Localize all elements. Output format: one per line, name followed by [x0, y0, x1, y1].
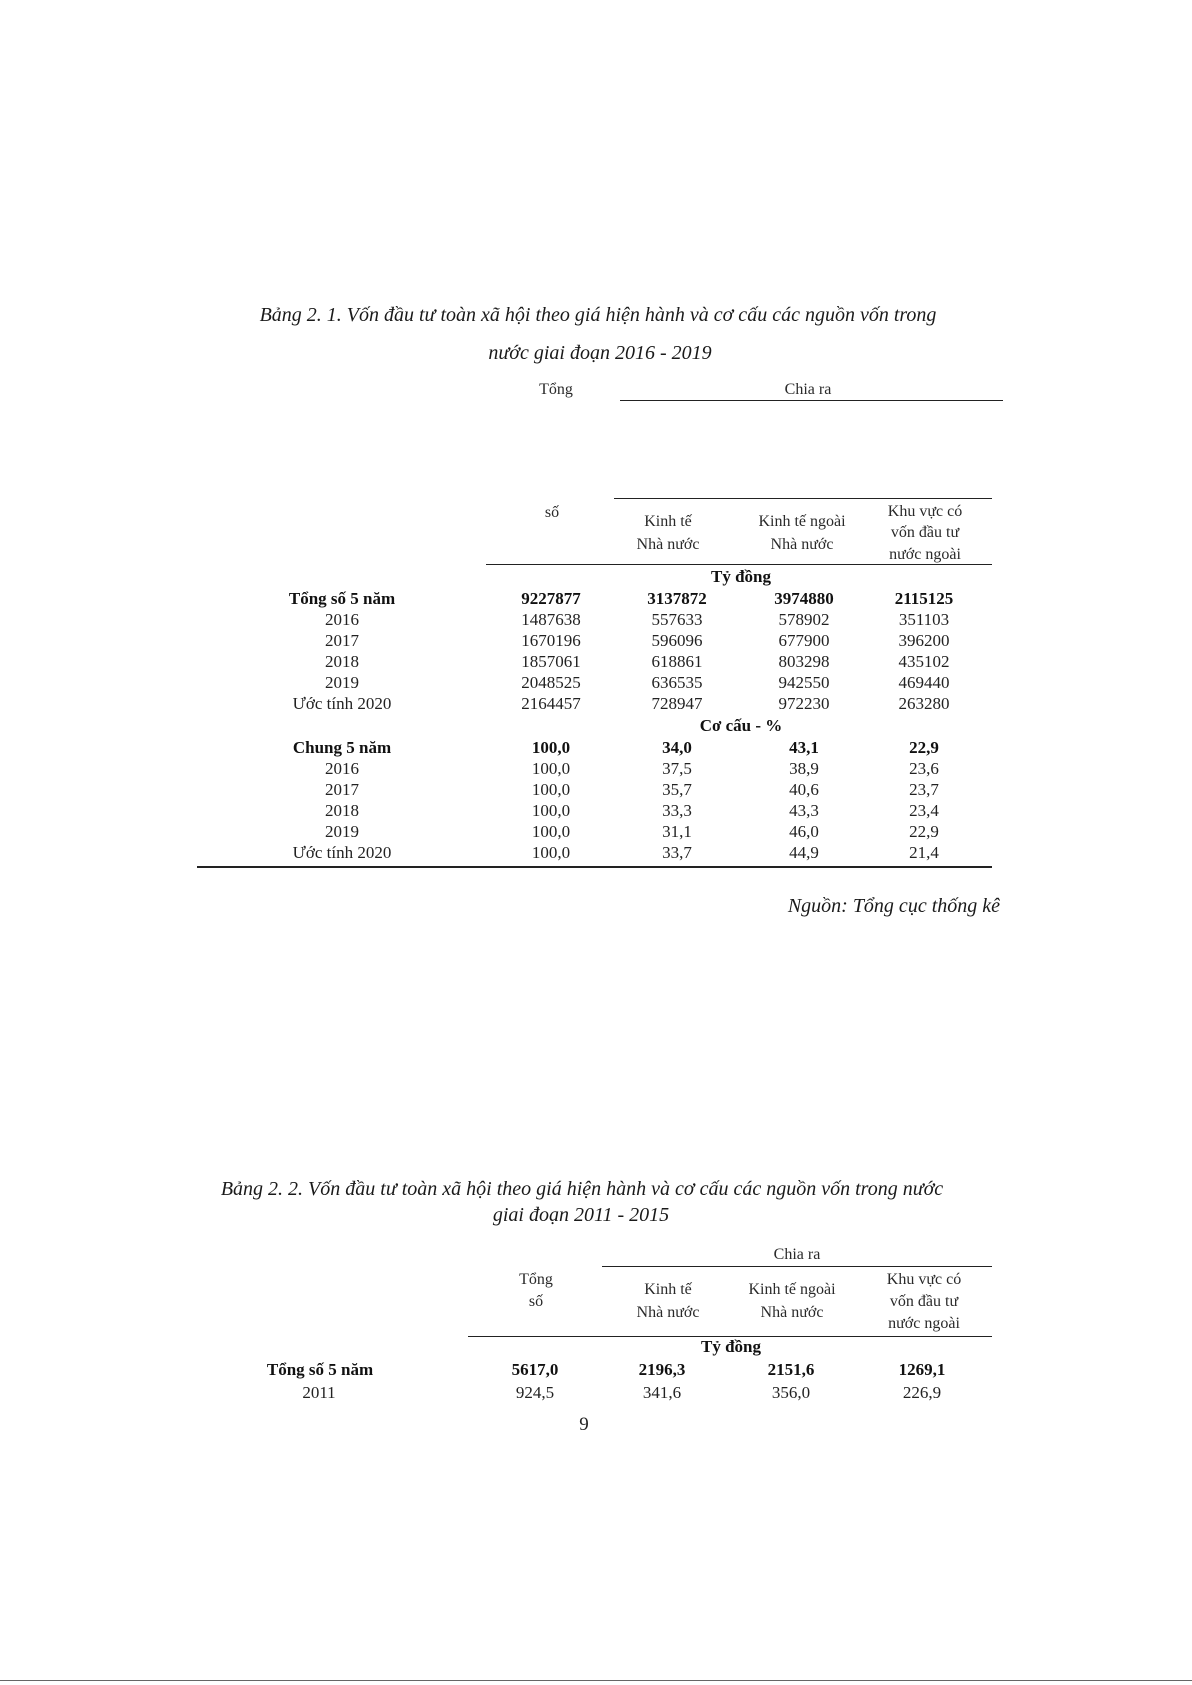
table2-cell-state: 341,6: [642, 1383, 682, 1402]
table1-col-state-line2: Nhà nước: [636, 536, 700, 553]
table2-split-rule: [602, 1266, 992, 1267]
table1-row-label: Ước tính 2020: [292, 694, 392, 713]
table1-cell-nonstate: 972230: [778, 694, 830, 713]
table1-source: Nguồn: Tổng cục thống kê: [787, 895, 1000, 917]
table1-cell-fdi: 22,9: [909, 738, 939, 757]
table1-cell-nonstate: 3974880: [774, 589, 834, 608]
table1-cell-state: 3137872: [647, 589, 707, 608]
table2-col-nonstate-line2: Nhà nước: [760, 1304, 824, 1321]
table1-cell-state: 33,3: [662, 801, 692, 820]
table2-col-fdi-line3: nước ngoài: [888, 1315, 960, 1332]
table1-cell-nonstate: 44,9: [789, 843, 819, 862]
table1-col-nonstate-line2: Nhà nước: [770, 536, 834, 553]
table1-split-rule: [614, 498, 992, 499]
table1-caption-line2: nước giai đoạn 2016 - 2019: [488, 342, 712, 364]
table1-cell-fdi: 396200: [898, 631, 950, 650]
table1-cell-fdi: 351103: [898, 610, 950, 629]
table2-col-fdi-line1: Khu vực có: [886, 1271, 962, 1288]
table1-cell-total: 100,0: [531, 801, 571, 820]
table1-cell-fdi: 23,6: [909, 759, 939, 778]
table2-col-state-line1: Kinh tế: [644, 1281, 692, 1298]
table1-cell-state: 557633: [651, 610, 703, 629]
table1-cell-state: 618861: [651, 652, 703, 671]
table1-cell-nonstate: 46,0: [789, 822, 819, 841]
table1-row-label: 2019: [325, 822, 359, 841]
table2-col-fdi-line2: vốn đầu tư: [889, 1293, 959, 1310]
table1-header-total-line1: Tổng: [539, 381, 573, 398]
table1-cell-total: 100,0: [531, 759, 571, 778]
table1-cell-nonstate: 677900: [778, 631, 830, 650]
table1-unit-share: Cơ cấu - %: [699, 716, 783, 735]
table1-col-nonstate-line1: Kinh tế ngoài: [758, 513, 846, 530]
table1-col-fdi-line3: nước ngoài: [889, 546, 961, 563]
table1-cell-nonstate: 803298: [778, 652, 830, 671]
table1-col-state-line1: Kinh tế: [644, 513, 692, 530]
table2-col-state-line2: Nhà nước: [636, 1304, 700, 1321]
table2-unit-value: Tỷ đồng: [701, 1337, 761, 1356]
table1-cell-state: 37,5: [662, 759, 692, 778]
table2-header-split: Chia ra: [773, 1246, 821, 1263]
table1-cell-state: 31,1: [662, 822, 692, 841]
table1-cell-fdi: 23,7: [909, 780, 939, 799]
table1-cell-state: 596096: [651, 631, 703, 650]
table1-cell-total: 100,0: [531, 843, 571, 862]
table1-col-fdi-line2: vốn đầu tư: [890, 524, 960, 541]
table1-cell-fdi: 23,4: [909, 801, 939, 820]
table1-row-label: 2018: [325, 652, 359, 671]
table2-cell-nonstate: 2151,6: [767, 1360, 815, 1379]
table1-cell-total: 100,0: [531, 822, 571, 841]
table1-header-total-line2: số: [544, 504, 560, 521]
table2-cell-total: 5617,0: [511, 1360, 559, 1379]
table1-cell-total: 9227877: [521, 589, 581, 608]
table1-cell-total: 1857061: [521, 652, 581, 671]
table2-cell-total: 924,5: [515, 1383, 555, 1402]
table2-cell-state: 2196,3: [638, 1360, 686, 1379]
table1-cell-total: 1670196: [521, 631, 581, 650]
table2-cell-fdi: 226,9: [902, 1383, 942, 1402]
table1-cell-state: 35,7: [662, 780, 692, 799]
page-number: 9: [579, 1414, 589, 1435]
table1-cell-fdi: 2115125: [894, 589, 954, 608]
table1-header-split: Chia ra: [784, 381, 832, 398]
table1-cell-state: 33,7: [662, 843, 692, 862]
table1-cell-nonstate: 942550: [778, 673, 830, 692]
table1-row-label: 2019: [325, 673, 359, 692]
table2-cell-fdi: 1269,1: [898, 1360, 946, 1379]
table1-cell-total: 100,0: [531, 780, 571, 799]
table1-row-label: Chung 5 năm: [292, 738, 392, 757]
table1-row-label: 2018: [325, 801, 359, 820]
table1-cell-fdi: 21,4: [909, 843, 939, 862]
table1-unit-value: Tỷ đồng: [711, 567, 771, 586]
bottom-edge-line: [0, 1680, 1192, 1681]
table2-row-label: Tổng số 5 năm: [266, 1360, 374, 1379]
table1-cell-nonstate: 40,6: [789, 780, 819, 799]
table1-cell-fdi: 263280: [898, 694, 950, 713]
table1-bottom-rule: [197, 866, 992, 868]
table1-row-label: 2016: [325, 610, 359, 629]
table1-cell-fdi: 469440: [898, 673, 950, 692]
table1-cell-state: 34,0: [662, 738, 692, 757]
table2-caption-line1: Bảng 2. 2. Vốn đầu tư toàn xã hội theo giá hiện hành và cơ cấu các nguồn vốn trong nước: [220, 1178, 944, 1200]
table1-col-fdi-line1: Khu vực có: [887, 503, 963, 520]
table2-caption-line2: giai đoạn 2011 - 2015: [492, 1204, 670, 1226]
table1-row-label: Tổng số 5 năm: [288, 589, 396, 608]
table1-cell-total: 2048525: [521, 673, 581, 692]
table1-cell-state: 636535: [651, 673, 703, 692]
table1-cell-nonstate: 43,1: [789, 738, 819, 757]
table1-cell-total: 1487638: [521, 610, 581, 629]
table1-cell-fdi: 22,9: [909, 822, 939, 841]
table2-header-total-line1: Tổng: [519, 1271, 553, 1288]
table2-row-label: 2011: [302, 1383, 336, 1402]
table1-cell-nonstate: 578902: [778, 610, 830, 629]
table1-row-label: Ước tính 2020: [292, 843, 392, 862]
table2-cell-nonstate: 356,0: [771, 1383, 811, 1402]
table1-row-label: 2016: [325, 759, 359, 778]
table1-row-label: 2017: [325, 631, 359, 650]
table1-caption-line1: Bảng 2. 1. Vốn đầu tư toàn xã hội theo giá hiện hành và cơ cấu các nguồn vốn trong: [259, 304, 937, 326]
table1-split-rule-top: [620, 400, 1003, 401]
table2-header-total-line2: số: [528, 1293, 544, 1310]
table1-header-rule: [486, 564, 992, 565]
table1-cell-fdi: 435102: [898, 652, 950, 671]
table1-row-label: 2017: [325, 780, 359, 799]
table2-col-nonstate-line1: Kinh tế ngoài: [748, 1281, 836, 1298]
table1-cell-total: 2164457: [521, 694, 581, 713]
table1-cell-state: 728947: [651, 694, 703, 713]
table1-cell-total: 100,0: [531, 738, 571, 757]
table1-cell-nonstate: 38,9: [789, 759, 819, 778]
table1-cell-nonstate: 43,3: [789, 801, 819, 820]
